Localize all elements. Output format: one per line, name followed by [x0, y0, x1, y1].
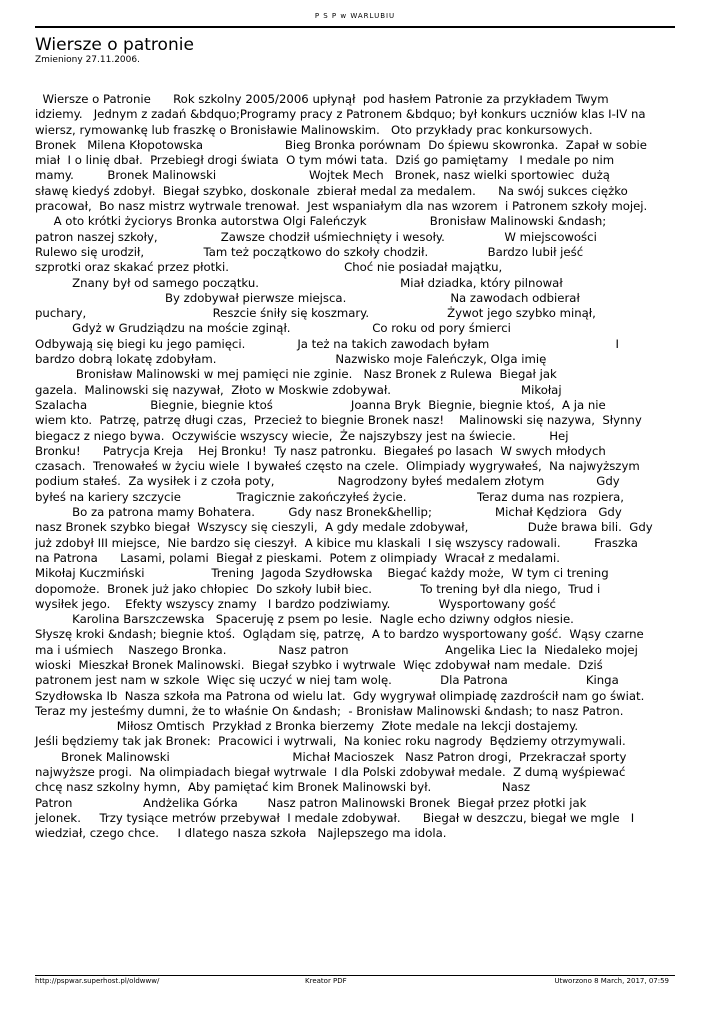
article-line: Szydłowska Ib Nasza szkoła ma Patrona od wielu lat. Gdy wygrywał olimpiadę zazdrościł nam go świat.	[35, 688, 645, 703]
article-line: miał I o linię dbał. Przebiegł drogi świata O tym mówi tata. Dziś go pamiętamy I medale po nim	[35, 153, 615, 168]
article-line: najwyższe progi. Na olimpiadach biegał wytrwale I dla Polski zdobywał medale. Z dumą wyśpiewać	[35, 765, 626, 780]
article-line: nasz Bronek szybko biegał Wszyscy się cieszyli, A gdy medale zdobywał, Duże brawa bili. Gdy	[35, 520, 653, 535]
footer-created-date: Utworzono 8 March, 2017, 07:59	[554, 977, 669, 985]
article-line: Bronisław Malinowski w mej pamięci nie zginie. Nasz Bronek z Rulewa Biegał jak	[35, 367, 557, 382]
article-line: Słyszę kroki &ndash; biegnie ktoś. Oglądam się, patrzę, A to bardzo wysportowany gość. Wąsy czarne	[35, 627, 644, 642]
article-line: patron naszej szkoły, Zawsze chodził uśmiechnięty i wesoły. W miejscowości	[35, 229, 597, 244]
article-line: Bronku! Patrycja Kreja Hej Bronku! Ty nasz patronku. Biegałeś po lasach W swych młodych	[35, 443, 606, 458]
article-line: Wiersze o Patronie Rok szkolny 2005/2006 upłynął pod hasłem Patronie za przykładem Twym	[35, 92, 609, 106]
article-line: Bronek Malinowski Michał Macioszek Nasz Patron drogi, Przekraczał sporty	[35, 749, 627, 764]
article-line: byłeś na kariery szczycie Tragicznie zakończyłeś życie. Teraz duma nas rozpiera,	[35, 489, 625, 504]
article-line: Rulewo się urodził, Tam też początkowo do szkoły chodził. Bardzo lubił jeść	[35, 244, 584, 259]
article-line: sławę kiedyś zdobył. Biegał szybko, doskonale zbierał medal za medalem. Na swój sukces ciężko	[35, 183, 628, 198]
article-line: Bronek Milena Kłopotowska Bieg Bronka porównam Do śpiewu skowronka. Zapał w sobie	[35, 137, 647, 152]
article-line: A oto krótki życiorys Bronka autorstwa Olgi Faleńczyk Bronisław Malinowski &ndash;	[35, 214, 607, 229]
article-line: patronem jest nam w szkole Więc się uczyć w niej tam wolę. Dla Patrona Kinga	[35, 673, 619, 688]
article-line: wysiłek jego. Efekty wszyscy znamy I bardzo podziwiamy. Wysportowany gość	[35, 596, 556, 611]
article-body	[35, 92, 687, 842]
article-line: wioski Mieszkał Bronek Malinowski. Biegał szybko i wytrwale Więc zdobywał nam medale. Dziś	[35, 657, 603, 672]
article-line: bardzo dobrą lokatę zdobyłam. Nazwisko moje Faleńczyk, Olga imię	[35, 352, 547, 367]
article-line: Miłosz Omtisch Przykład z Bronka bierzemy Złote medale na lekcji dostajemy.	[35, 719, 579, 734]
article-line: wiersz, rymowankę lub fraszkę o Bronisławie Malinowskim. Oto przykłady prac konkursowych.	[35, 122, 593, 137]
article-line: już zdobył III miejsce, Nie bardzo się cieszył. A kibice mu klaskali I się wszyscy radowali. Fraszka	[35, 535, 638, 550]
site-header: P S P w WARLUBIU	[314, 12, 396, 20]
footer-generator: Kreator PDF	[305, 977, 347, 985]
article-line: czasach. Trenowałeś w życiu wiele I bywałeś często na czele. Olimpiady wygrywałeś, Na najwyższym	[35, 459, 640, 474]
article-line: Gdyż w Grudziądzu na moście zginął. Co roku od pory śmierci	[35, 321, 511, 336]
article-line: idziemy. Jednym z zadań &bdquo;Programy pracy z Patronem &bdquo; był konkurs uczniów klas I-IV na	[35, 107, 646, 122]
article-line: puchary, Reszcie śniły się koszmary. Żywot jego szybko minął,	[35, 306, 596, 321]
article-line: jelonek. Trzy tysiące metrów przebywał I medale zdobywał. Biegał w deszczu, biegał we mgle I	[35, 810, 635, 825]
article-line: Znany był od samego początku. Miał dziadka, który pilnował	[35, 275, 563, 290]
header-divider	[35, 26, 675, 28]
article-line: na Patrona Lasami, polami Biegał z pieskami. Potem z olimpiady Wracał z medalami.	[35, 550, 561, 565]
article-line: Patron Andżelika Górka Nasz patron Malinowski Bronek Biegał przez płotki jak	[35, 795, 587, 810]
article-line: ma i uśmiech Naszego Bronka. Nasz patron Angelika Liec Ia Niedaleko mojej	[35, 642, 638, 657]
article-line: szprotki oraz skakać przez płotki. Choć nie posiadał majątku,	[35, 260, 503, 275]
article-line: biegacz z niego bywa. Oczywiście wszyscy wiecie, Że najszybszy jest na świecie. Hej	[35, 428, 569, 443]
article-line: mamy. Bronek Malinowski Wojtek Mech Bronek, nasz wielki sportowiec dużą	[35, 168, 610, 183]
footer-divider	[35, 975, 675, 976]
article-line: Mikołaj Kuczmiński Trening Jagoda Szydłowska Biegać każdy może, W tym ci trening	[35, 566, 609, 581]
article-line: Odbywają się biegi ku jego pamięci. Ja też na takich zawodach byłam I	[35, 336, 619, 351]
footer-url: http://pspwar.superhost.pl/oldwww/	[35, 977, 160, 985]
page-title: Wiersze o patronie	[35, 35, 194, 55]
article-line: wiem kto. Patrzę, patrzę długi czas, Przecież to biegnie Bronek nasz! Malinowski się nazywa, Słynny	[35, 413, 642, 428]
article-line: Bo za patrona mamy Bohatera. Gdy nasz Bronek&hellip; Michał Kędziora Gdy	[35, 505, 622, 520]
article-line: Teraz my jesteśmy dumni, że to właśnie On &ndash; - Bronisław Malinowski &ndash; to nasz Patron.	[35, 703, 624, 718]
article-line: wiedział, czego chce. I dlatego nasza szkoła Najlepszego ma idola.	[35, 826, 447, 841]
article-line: pracował, Bo nasz mistrz wytrwale trenował. Jest wspaniałym dla nas wzorem i Patronem szkoły mojej.	[35, 199, 648, 214]
article-line: Karolina Barszczewska Spaceruję z psem po lesie. Nagle echo dziwny odgłos niesie.	[35, 612, 574, 627]
article-line: chcę nasz szkolny hymn, Aby pamiętać kim Bronek Malinowski był. Nasz	[35, 780, 530, 795]
article-line: Jeśli będziemy tak jak Bronek: Pracowici i wytrwali, Na koniec roku nagrody Będziemy otrzymywali.	[35, 734, 626, 749]
article-line: dopomoże. Bronek już jako chłopiec Do szkoły lubił biec. To trening był dla niego, Trud i	[35, 581, 601, 596]
article-line: By zdobywał pierwsze miejsca. Na zawodach odbierał	[35, 290, 580, 305]
article-line: Szalacha Biegnie, biegnie ktoś Joanna Bryk Biegnie, biegnie ktoś, A ja nie	[35, 397, 606, 412]
modified-date: Zmieniony 27.11.2006.	[35, 55, 140, 65]
article-line: gazela. Malinowski się nazywał, Złoto w Moskwie zdobywał. Mikołaj	[35, 382, 562, 397]
article-line: podium stałeś. Za wysiłek i z czoła poty, Nagrodzony byłeś medalem złotym Gdy	[35, 474, 620, 489]
